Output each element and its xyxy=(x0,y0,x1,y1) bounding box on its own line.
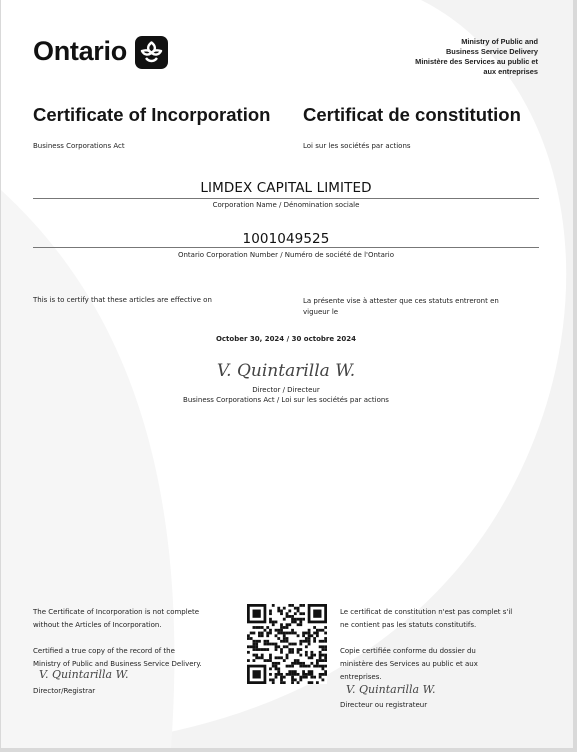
footer-note-en-line2: without the Articles of Incorporation. xyxy=(33,621,162,629)
qr-code-icon xyxy=(247,604,327,684)
ontario-trillium-icon xyxy=(135,36,168,69)
footer-note-fr xyxy=(340,606,512,632)
certify-fr-line1: La présente vise à attester que ces statuts entreront en xyxy=(303,297,499,305)
ministry-fr-line2: aux entreprises xyxy=(483,67,538,76)
footer-copy-en-line2: Ministry of Public and Business Service Delivery. xyxy=(33,660,202,668)
ministry-en-line1: Ministry of Public and xyxy=(461,37,538,46)
corporation-number: 1001049525 xyxy=(242,231,330,247)
corporation-name: LIMDEX CAPITAL LIMITED xyxy=(200,180,372,196)
registrar-en: Director/Registrar xyxy=(33,687,96,695)
title-fr: Certificat de constitution xyxy=(303,104,521,125)
act-fr: Loi sur les sociétés par actions xyxy=(303,142,411,150)
ministry-en-line2: Business Service Delivery xyxy=(445,47,538,56)
effective-date: October 30, 2024 / 30 octobre 2024 xyxy=(215,335,357,343)
director-signature: V. Quintarilla W. xyxy=(216,361,356,381)
footer-note-fr-line1: Le certificat de constitution n'est pas complet s'il xyxy=(340,608,513,616)
ministry-fr-line1: Ministère des Services au public et xyxy=(415,57,538,66)
certify-fr-line2: vigueur le xyxy=(303,308,339,316)
footer-copy-fr-line1: Copie certifiée conforme du dossier du xyxy=(340,647,476,655)
footer-copy-fr-line2: ministère des Services au public et aux xyxy=(340,660,478,668)
certify-en: This is to certify that these articles are effective on xyxy=(33,296,212,304)
corporation-number-label: Ontario Corporation Number / Numéro de société de l'Ontario xyxy=(177,251,395,259)
name-divider xyxy=(33,198,539,199)
footer-note-fr-line2: ne contient pas les statuts constitutifs. xyxy=(340,621,477,629)
registrar-signature-fr: V. Quintarilla W. xyxy=(346,683,436,696)
corporation-name-label: Corporation Name / Dénomination sociale xyxy=(212,201,360,209)
director-act: Business Corporations Act / Loi sur les sociétés par actions xyxy=(183,396,389,404)
footer-note-en-line1: The Certificate of Incorporation is not complete xyxy=(33,608,200,616)
footer-copy-fr-line3: entreprises. xyxy=(340,673,382,681)
registrar-signature-en: V. Quintarilla W. xyxy=(39,668,129,681)
title-en: Certificate of Incorporation xyxy=(33,104,271,125)
footer-copy-fr xyxy=(340,645,478,684)
ontario-logo-text: Ontario xyxy=(33,36,127,66)
ministry-block xyxy=(338,37,538,77)
act-en: Business Corporations Act xyxy=(33,142,125,150)
director-title: Director / Directeur xyxy=(252,386,320,394)
certify-fr xyxy=(303,296,499,318)
number-divider xyxy=(33,247,539,248)
registrar-fr: Directeur ou registrateur xyxy=(340,701,428,709)
certificate-page xyxy=(1,0,573,748)
footer-note-en xyxy=(33,606,199,632)
footer-copy-en-line1: Certified a true copy of the record of the xyxy=(33,647,175,655)
